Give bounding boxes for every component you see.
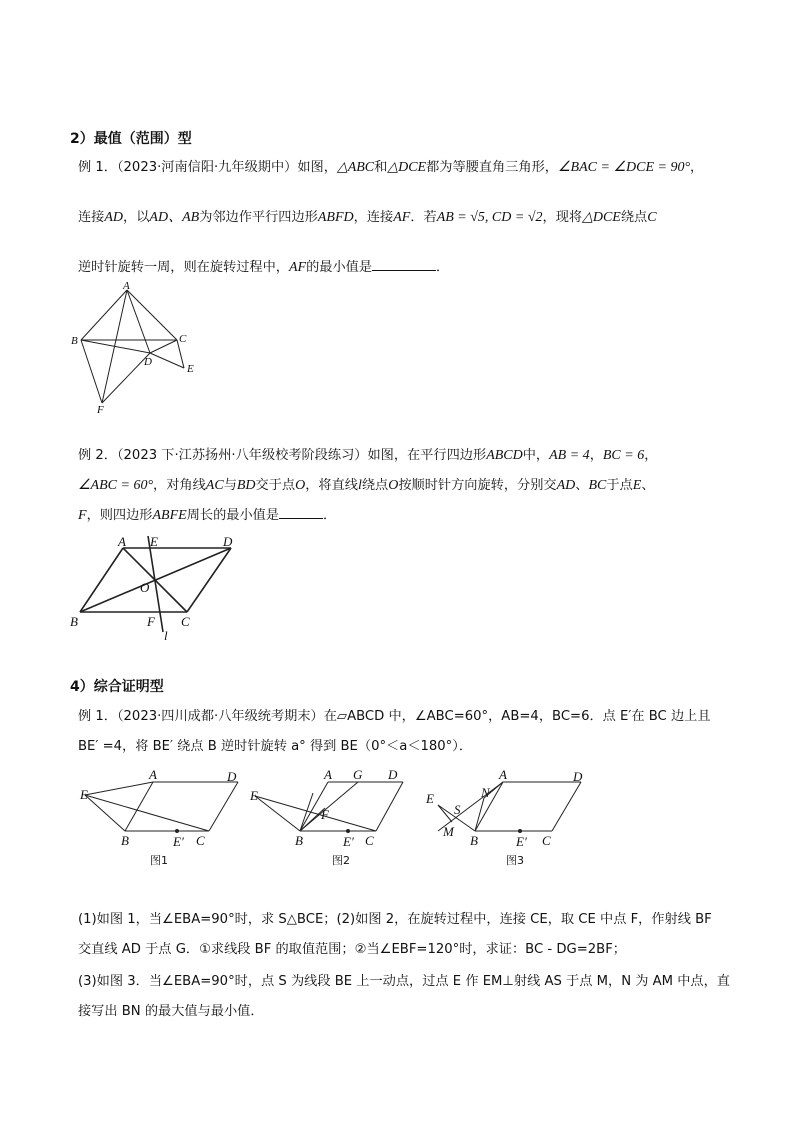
s4-q1: (1)如图 1，当∠EBA=90°时，求 S△BCE；(2)如图 2，在旋转过程中，连接 CE，取 CE 中点 F，作射线 BF	[78, 912, 712, 927]
label-C: C	[181, 614, 190, 629]
label-O: O	[140, 580, 150, 595]
text: 于点	[606, 478, 633, 493]
math: △DCE	[387, 160, 427, 175]
label-D: D	[227, 769, 237, 784]
math: AD	[556, 478, 576, 493]
math: AD	[104, 210, 124, 225]
math: BD	[236, 478, 256, 493]
text: ，	[589, 448, 603, 463]
label-B: B	[295, 833, 303, 848]
label-A: A	[123, 280, 130, 292]
text: ，对角线	[153, 478, 206, 493]
label-D: D	[223, 534, 233, 549]
text: 逆时针旋转一周，则在旋转过程中，	[78, 260, 289, 275]
label-F: F	[321, 807, 329, 822]
label-C: C	[365, 833, 374, 848]
label-C: C	[542, 833, 551, 848]
text: 交于点	[255, 478, 296, 493]
math: F	[78, 508, 87, 523]
label-Ep: E′	[343, 834, 354, 849]
caption-fig1: 图1	[150, 854, 168, 867]
label-A: A	[499, 767, 507, 782]
label-G: G	[353, 767, 363, 782]
ex1-line1	[78, 156, 703, 176]
math: △ABC	[336, 160, 375, 175]
math: AB = 4	[549, 448, 590, 463]
answer-blank	[372, 258, 436, 271]
caption-fig3: 图3	[506, 854, 524, 867]
label-E: E	[187, 363, 194, 375]
label-B: B	[71, 335, 78, 347]
label-D: D	[388, 767, 398, 782]
label-A: A	[324, 767, 332, 782]
math: ABFE	[152, 508, 187, 523]
text: 、	[575, 478, 589, 493]
text: 与	[223, 478, 237, 493]
label-Ep: E′	[173, 834, 184, 849]
text: ，连接	[353, 210, 394, 225]
s4-ex1-line2: BE′ =4，将 BE′ 绕点 B 逆时针旋转 a° 得到 BE（0°＜a＜180°）．	[78, 739, 473, 754]
ex2-figure	[68, 532, 258, 642]
text: 例 2．（2023 下·江苏扬州·八年级校考阶段练习）如图，在平行四边形	[78, 448, 487, 463]
math: AF	[393, 210, 411, 225]
math: C	[647, 210, 657, 225]
math: O	[295, 478, 306, 493]
label-l: l	[164, 628, 168, 642]
math: ABFD	[317, 210, 354, 225]
answer-blank	[279, 506, 323, 519]
text: ，则四边形	[86, 508, 153, 523]
text: ．若	[410, 210, 437, 225]
ex1-line2	[78, 206, 657, 226]
math: ABCD	[486, 448, 523, 463]
text: 绕点	[361, 478, 389, 493]
text: ，	[644, 448, 658, 463]
text: ，	[690, 160, 704, 175]
label-C: C	[196, 833, 205, 848]
text: 、	[641, 478, 655, 493]
label-B: B	[470, 833, 478, 848]
label-N: N	[481, 785, 490, 800]
label-E: E	[80, 787, 88, 802]
s4-q4: 接写出 BN 的最大值与最小值．	[78, 1004, 264, 1019]
text: 的最小值是	[306, 260, 373, 275]
text: 绕点	[620, 210, 648, 225]
math: E	[632, 478, 642, 493]
math: △DCE	[582, 210, 621, 225]
ex1-figure	[70, 280, 210, 415]
text: 周长的最小值是	[186, 508, 280, 523]
text: 按顺时针方向旋转，分别交	[398, 478, 557, 493]
label-B: B	[121, 833, 129, 848]
math: O	[388, 478, 399, 493]
caption-fig2: 图2	[332, 854, 350, 867]
math: ∠ABC = 60°	[78, 478, 154, 493]
s4-figure-2	[245, 765, 410, 870]
s4-ex1-line1: 例 1．（2023·四川成都·八年级统考期末）在▱ABCD 中，∠ABC=60°，AB=4，BC=6．点 E′在 BC 边上且	[78, 709, 711, 724]
label-E: E	[150, 534, 158, 549]
label-F: F	[97, 404, 104, 415]
text: ，以	[123, 210, 150, 225]
text: 都为等腰直角三角形，	[426, 160, 558, 175]
label-A: A	[118, 534, 126, 549]
ex1-line3	[78, 256, 449, 276]
s4-q3: (3)如图 3．当∠EBA=90°时，点 S 为线段 BE 上一动点，过点 E 作 EM⊥射线 AS 于点 M，N 为 AM 中点，直	[78, 974, 730, 989]
text: 和	[374, 160, 388, 175]
s4-q2: 交直线 AD 于点 G．①求线段 BF 的取值范围；②当∠EBF=120°时，求证：BC - DG=2BF；	[78, 942, 626, 957]
label-E: E	[250, 788, 258, 803]
math: AF	[289, 260, 307, 275]
text: ．	[323, 508, 337, 523]
label-D: D	[144, 356, 152, 368]
text: 例 1．（2023·河南信阳·九年级期中）如图，	[78, 160, 337, 175]
text: 连接	[78, 210, 105, 225]
math: ∠BAC = ∠DCE = 90°	[558, 160, 691, 175]
text: ，将直线	[305, 478, 358, 493]
label-M: M	[443, 824, 454, 839]
math: AC	[205, 478, 224, 493]
label-F: F	[147, 614, 155, 629]
section-title-4: 4）综合证明型	[70, 679, 164, 695]
math: BC = 6	[602, 448, 645, 463]
s4-figure-3	[418, 765, 593, 870]
text: 中，	[522, 448, 550, 463]
label-A: A	[149, 767, 157, 782]
text: ．	[436, 260, 450, 275]
section-title-2: 2）最值（范围）型	[70, 131, 192, 147]
math: l	[357, 478, 362, 493]
text: 为邻边作平行四边形	[199, 210, 318, 225]
label-S: S	[454, 802, 461, 817]
ex2-line1	[78, 444, 657, 464]
text: ，现将	[542, 210, 583, 225]
label-C: C	[179, 333, 187, 345]
ex2-line3	[78, 504, 336, 524]
label-D: D	[573, 769, 583, 784]
ex2-line2	[78, 474, 655, 494]
label-Ep: E′	[516, 834, 527, 849]
label-B: B	[70, 614, 78, 629]
math: BC	[588, 478, 607, 493]
math: AB = √5, CD = √2	[436, 210, 543, 225]
label-E: E	[426, 791, 434, 806]
math: AD、AB	[149, 210, 200, 225]
s4-figure-1	[75, 765, 245, 870]
